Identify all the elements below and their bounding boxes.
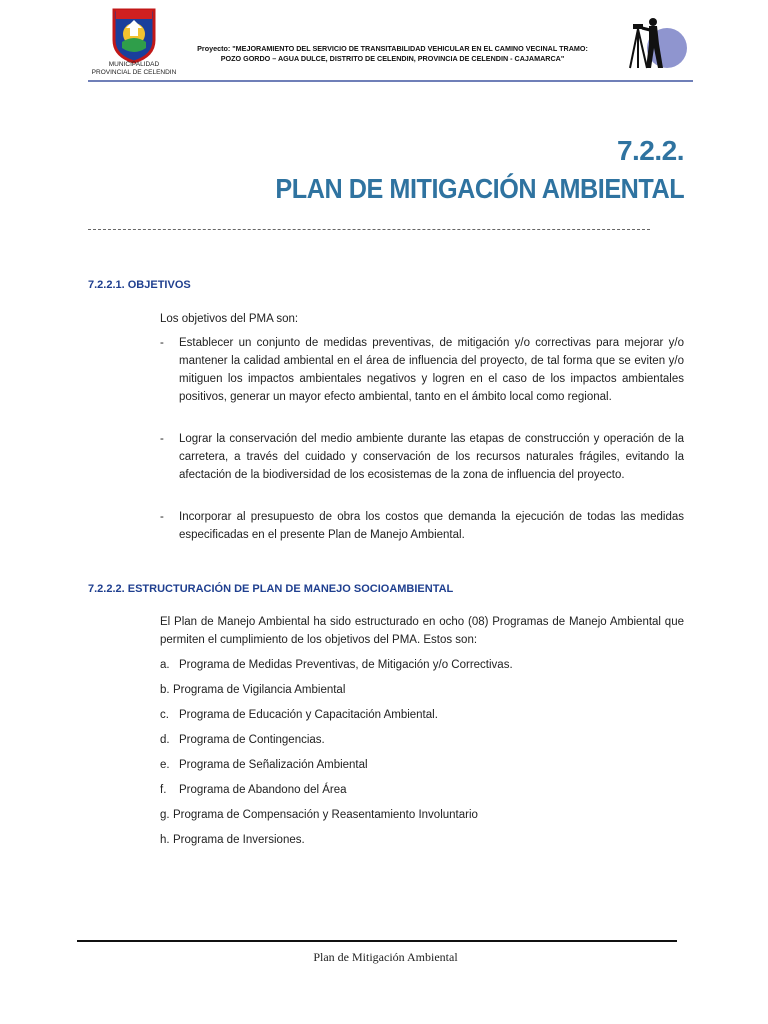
- program-item: [160, 831, 305, 849]
- program-marker: g.: [160, 809, 170, 821]
- program-marker: e.: [160, 759, 170, 771]
- objective-item: [160, 430, 684, 484]
- program-marker: b.: [160, 684, 170, 696]
- structure-intro: El Plan de Manejo Ambiental ha sido estructurado en ocho (08) Programas de Manejo Ambiental que permiten el cumplimiento de los objetivos del PMA. Estos son:: [160, 616, 684, 646]
- logo-caption: [86, 61, 182, 77]
- program-text: Programa de Compensación y Reasentamiento Involuntario: [173, 809, 478, 821]
- program-item: [160, 681, 345, 699]
- chapter-number: 7.2.2.: [616, 135, 684, 166]
- program-marker: c.: [160, 709, 169, 721]
- section-heading-objetivos: 7.2.2.1. OBJETIVOS: [88, 279, 191, 291]
- objective-text: Incorporar al presupuesto de obra los costos que demanda la ejecución de todas las medidas especificadas en el presente Plan de Manejo Ambiental.: [179, 511, 684, 541]
- title-divider: [88, 229, 650, 230]
- program-text: Programa de Vigilancia Ambiental: [173, 684, 346, 696]
- program-text: Programa de Medidas Preventivas, de Mitigación y/o Correctivas.: [179, 659, 513, 671]
- page-footer: Plan de Mitigación Ambiental: [313, 950, 458, 964]
- objectives-intro: Los objetivos del PMA son:: [160, 313, 299, 325]
- program-item: [160, 781, 347, 799]
- objective-text: Establecer un conjunto de medidas preventivas, de mitigación y/o correctivas para mejorar y/o mantener la calidad ambiental en el área de influencia del proyecto, de tal forma que se eviten y/o mitiguen los impactos ambientales negativos y logren en el caso de los impactos ambientales positivos, generar un mayor efecto ambiental, tanto en el ámbito local como regional.: [179, 337, 684, 403]
- program-text: Programa de Educación y Capacitación Ambiental.: [179, 709, 438, 721]
- program-marker: h.: [160, 834, 170, 846]
- project-line2: POZO GORDO – AGUA DULCE, DISTRITO DE CELENDIN, PROVINCIA DE CELENDIN - CAJAMARCA": [220, 54, 565, 63]
- program-item: [160, 806, 478, 824]
- bullet-dash: -: [160, 433, 164, 445]
- footer-divider: [77, 940, 677, 942]
- program-text: Programa de Inversiones.: [173, 834, 305, 846]
- program-item: [160, 706, 438, 724]
- page-title: PLAN DE MITIGACIÓN AMBIENTAL: [275, 173, 684, 204]
- objective-item: [160, 334, 684, 406]
- logo-caption-line1: MUNICIPALIDAD: [108, 61, 160, 68]
- program-text: Programa de Contingencias.: [179, 734, 325, 746]
- bullet-dash: -: [160, 511, 164, 523]
- surveyor-icon: [625, 10, 687, 72]
- objective-text: Lograr la conservación del medio ambiente durante las etapas de construcción y operación de la carretera, a través del cuidado y conservación de los recursos naturales frágiles, evitando la afectación de la biodiversidad de los ecosistemas de la zona de influencia del proyecto.: [179, 433, 684, 481]
- municipality-logo: [110, 6, 158, 64]
- section-heading-estructuracion: 7.2.2.2. ESTRUCTURACIÓN DE PLAN DE MANEJO SOCIOAMBIENTAL: [88, 583, 454, 595]
- logo-caption-line2: PROVINCIAL DE CELENDIN: [91, 69, 177, 76]
- program-text: Programa de Abandono del Área: [179, 784, 347, 796]
- objective-item: [160, 508, 684, 544]
- project-line1: Proyecto: "MEJORAMIENTO DEL SERVICIO DE TRANSITABILIDAD VEHICULAR EN EL CAMINO VECINAL TRAMO:: [197, 44, 588, 53]
- program-marker: f.: [160, 784, 167, 796]
- program-marker: d.: [160, 734, 170, 746]
- bullet-dash: -: [160, 337, 164, 349]
- project-header: [185, 44, 600, 64]
- program-item: [160, 731, 325, 749]
- header-divider: [88, 80, 693, 82]
- program-item: [160, 656, 513, 674]
- program-text: Programa de Señalización Ambiental: [179, 759, 368, 771]
- program-marker: a.: [160, 659, 170, 671]
- program-item: [160, 756, 368, 774]
